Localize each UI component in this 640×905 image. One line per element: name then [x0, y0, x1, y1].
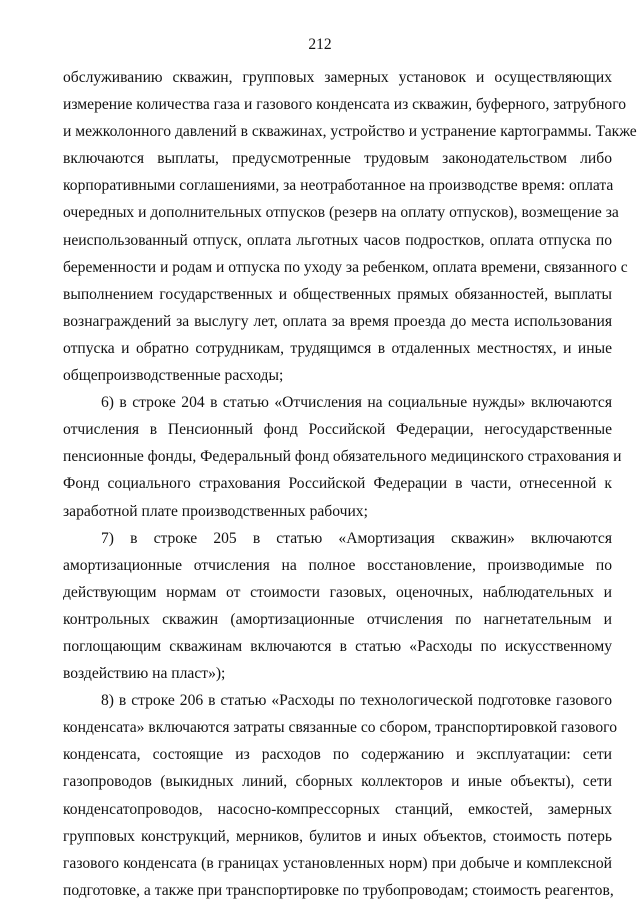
text-line: обслуживанию скважин, групповых замерных установок и осуществляющих: [63, 69, 612, 86]
text-line: поглощающим скважинам включаются в статью «Расходы по искусственному: [63, 637, 612, 655]
text-line: Фонд социального страхования Российской Федерации в части, отнесенной к: [63, 475, 612, 493]
document-body: [63, 64, 637, 904]
text-line: контрольных скважин (амортизационные отчисления по нагнетательным и: [63, 610, 612, 628]
text-line: очередных и дополнительных отпусков (резерв на оплату отпусков), возмещение за: [63, 204, 619, 222]
text-line: выполнением государственных и общественных прямых обязанностей, выплаты: [63, 285, 612, 303]
text-line: корпоративными соглашениями, за неотработанное на производстве время: оплата: [63, 177, 614, 195]
text-line: беременности и родам и отпуска по уходу за ребенком, оплата времени, связанного с: [63, 258, 628, 276]
text-line: газового конденсата (в границах установленных норм) при добыче и комплексной: [63, 854, 612, 872]
text-line: конденсата, состоящие из расходов по содержанию и эксплуатации: сети: [63, 746, 612, 764]
paragraph-item-8: [63, 687, 617, 904]
paragraph-continuation: [63, 64, 637, 389]
text-line: отчисления в Пенсионный фонд Российской Федерации, негосударственные: [63, 421, 612, 439]
text-line: пенсионные фонды, Федеральный фонд обязательного медицинского страхования и: [63, 448, 622, 466]
text-line: неиспользованный отпуск, оплата льготных часов подростков, оплата отпуска по: [63, 231, 612, 249]
paragraph-item-7: [63, 525, 612, 688]
text-line: конденсатопроводов, насосно-компрессорных станций, емкостей, замерных: [63, 800, 612, 818]
text-line: вознаграждений за выслугу лет, оплата за время проезда до места использования: [63, 312, 612, 330]
text-line: 6) в строке 204 в статью «Отчисления на социальные нужды» включаются: [101, 394, 612, 412]
text-line: конденсата» включаются затраты связанные со сбором, транспортировкой газового: [63, 719, 617, 737]
text-line: общепроизводственные расходы;: [63, 367, 284, 385]
page-number: 212: [308, 36, 332, 53]
text-line: отпуска и обратно сотрудникам, трудящимся в отдаленных местностях, и иные: [63, 339, 612, 357]
text-line: амортизационные отчисления на полное восстановление, производимые по: [63, 556, 612, 574]
text-line: 8) в строке 206 в статью «Расходы по технологической подготовке газового: [101, 692, 612, 710]
text-line: воздействию на пласт»);: [63, 665, 226, 683]
text-line: 7) в строке 205 в статью «Амортизация скважин» включаются: [101, 529, 612, 547]
text-line: групповых конструкций, мерников, булитов и иных объектов, стоимость потерь: [63, 827, 612, 845]
text-line: включаются выплаты, предусмотренные трудовым законодательством либо: [63, 150, 612, 168]
text-line: измерение количества газа и газового конденсата из скважин, буферного, затрубного: [63, 96, 627, 114]
text-line: газопроводов (выкидных линий, сборных коллекторов и иные объекты), сети: [63, 773, 612, 791]
text-line: и межколонного давлений в скважинах, устройство и устранение картограммы. Также: [63, 123, 637, 141]
paragraph-item-6: [63, 389, 622, 524]
text-line: заработной плате производственных рабочих;: [63, 502, 368, 520]
text-line: действующим нормам от стоимости газовых, оценочных, наблюдательных и: [63, 583, 612, 601]
text-line: подготовке, а также при транспортировке по трубопроводам; стоимость реагентов,: [63, 881, 614, 899]
